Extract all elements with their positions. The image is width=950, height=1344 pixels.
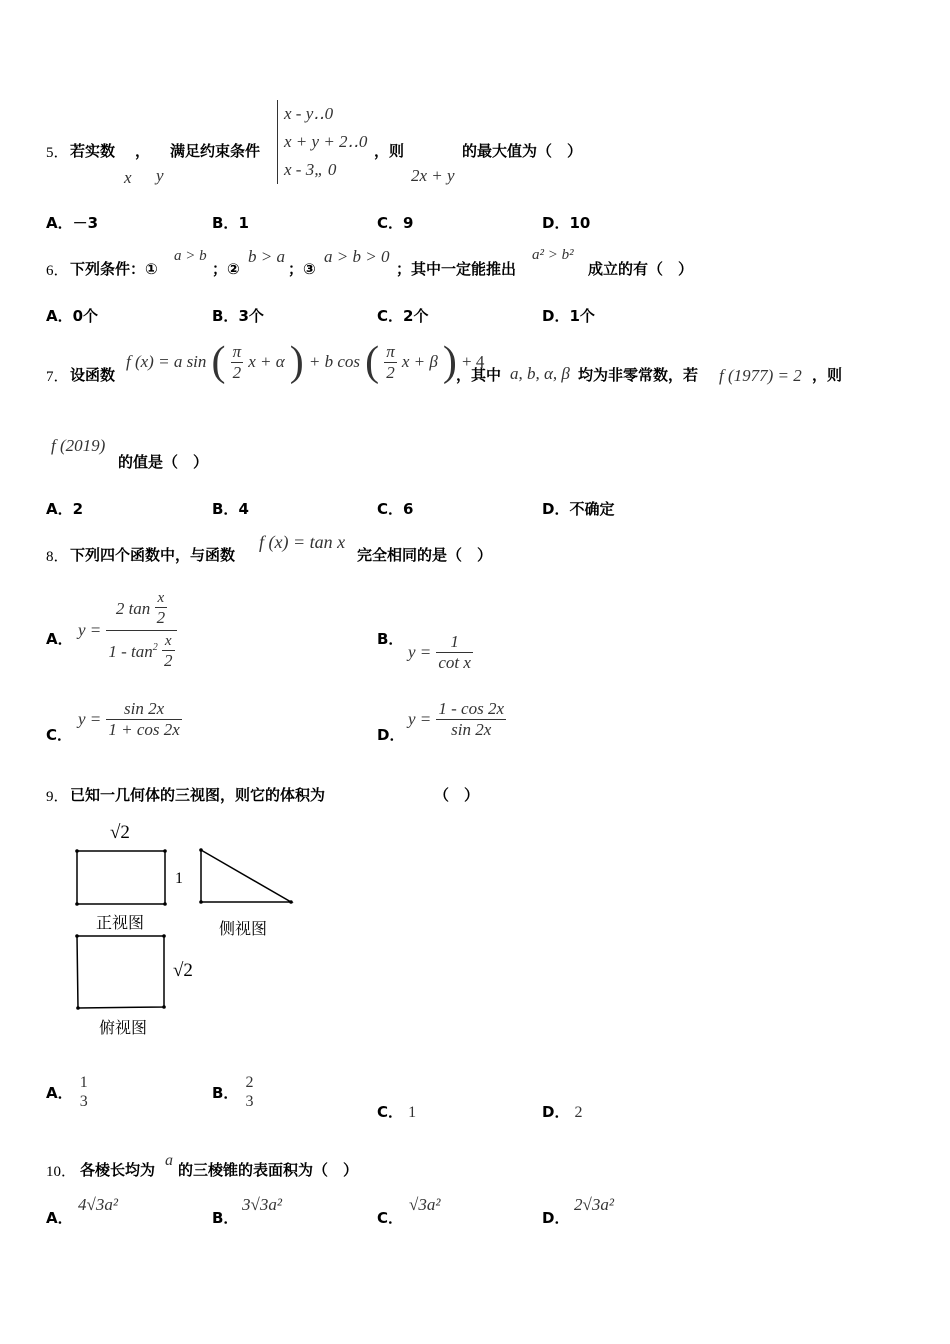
q9-option-b[interactable] — [212, 1074, 256, 1111]
q8-a-frac — [106, 590, 176, 671]
q9-option-a-num: 1 — [79, 1074, 88, 1091]
q7-two-2: 2 — [384, 362, 397, 383]
q7-pi-2: π — [386, 341, 395, 361]
q5-constraint-3: x - 3„ 0 — [284, 160, 337, 179]
q5-option-d[interactable]: D．10 — [542, 214, 591, 232]
q7-given: f (1977) = 2 — [719, 366, 802, 385]
q9-option-a[interactable] — [46, 1074, 90, 1111]
q9-option-c[interactable] — [377, 1101, 416, 1122]
q5-option-a[interactable]: A．－3 — [46, 214, 99, 232]
q8-d-lhs: y = — [408, 709, 432, 729]
q7-paren-close-1: ) — [289, 339, 304, 385]
q9-option-b-label: B． — [212, 1084, 239, 1102]
q5-objective: 2x + y — [411, 166, 455, 185]
q8-option-d-formula[interactable] — [408, 699, 506, 740]
q7-paren-open-2: ( — [365, 339, 380, 385]
q8-option-d-label[interactable]: D． — [377, 726, 405, 744]
q9-text-2: （ ） — [434, 786, 480, 804]
top-view-rect — [77, 936, 164, 1008]
q7-frac-2 — [384, 342, 397, 383]
q10-option-c-value[interactable]: √3a² — [409, 1195, 441, 1214]
q6-text-4: ；其中一定能推出 — [396, 260, 517, 278]
q7-frac-1 — [231, 342, 244, 383]
q9-text-1: 已知一几何体的三视图，则它的体积为 — [70, 786, 326, 804]
q7-text-4: ，则 — [812, 366, 843, 384]
q9-front-view-label: 正视图 — [96, 913, 145, 932]
q9-option-a-label: A． — [46, 1084, 73, 1102]
q8-a-den-two: 2 — [164, 651, 173, 670]
q7-mid: + b cos — [308, 352, 360, 371]
q8-text-1: 下列四个函数中，与函数 — [70, 546, 236, 564]
q6-cond-3: a > b > 0 — [324, 247, 390, 266]
q5-option-b[interactable]: B．1 — [212, 214, 249, 232]
q8-c-frac — [106, 699, 181, 740]
q8-option-b-label[interactable]: B． — [377, 630, 404, 648]
q5-constraint-1: x - y‥0 — [284, 104, 334, 123]
q10-option-d-value[interactable]: 2√3a² — [574, 1195, 614, 1214]
q6-cond-2: b > a — [248, 247, 285, 266]
q6-cond-1: a > b — [174, 248, 207, 264]
q6-option-d[interactable]: D．1个 — [542, 307, 595, 325]
q7-ask: f (2019) — [51, 436, 106, 455]
q7-arg-1: x + α — [248, 352, 285, 371]
q9-option-d[interactable] — [542, 1101, 583, 1122]
side-view-triangle — [201, 850, 291, 902]
q7-paren-open-1: ( — [211, 339, 226, 385]
q10-text-1: 各棱长均为 — [80, 1161, 156, 1179]
q9-option-b-frac — [244, 1074, 256, 1111]
q8-c-den: 1 + cos 2x — [108, 720, 180, 739]
q9-option-a-den: 3 — [79, 1093, 88, 1110]
q8-d-frac — [436, 699, 506, 740]
q5-text-4: 的最大值为（ ） — [462, 142, 583, 160]
q8-number: 8． — [46, 549, 69, 565]
q8-d-den: sin 2x — [436, 719, 506, 740]
q8-a-den-text: 1 - tan — [108, 642, 153, 661]
q10-var-a: a — [165, 1152, 173, 1169]
q10-text-2: 的三棱锥的表面积为（ ） — [178, 1161, 359, 1179]
q8-option-b-formula[interactable] — [408, 632, 473, 673]
q6-option-b[interactable]: B．3个 — [212, 307, 264, 325]
q6-option-c[interactable]: C．2个 — [377, 307, 429, 325]
q10-option-d-label[interactable]: D． — [542, 1209, 570, 1227]
q9-label-sqrt2-top: √2 — [173, 960, 193, 981]
q10-option-b-value[interactable]: 3√3a² — [242, 1195, 282, 1214]
q7-text-5: 的值是（ ） — [118, 453, 209, 471]
q8-b-num: 1 — [450, 632, 459, 651]
q8-d-num: 1 - cos 2x — [438, 699, 504, 718]
q8-a-lhs: y = — [78, 620, 102, 640]
q7-tail: + 4 — [461, 352, 485, 371]
q8-a-den-sq: 2 — [152, 641, 158, 653]
q8-a-num-x: x — [157, 590, 165, 606]
q9-option-d-value: 2 — [574, 1104, 583, 1121]
q9-option-c-label: C． — [377, 1103, 404, 1121]
q9-option-d-label: D． — [542, 1103, 570, 1121]
q6-target: a² > b² — [532, 247, 574, 263]
q5-comma: ， — [135, 142, 151, 160]
q9-option-a-frac — [78, 1074, 90, 1111]
q7-f-lhs: f (x) = a sin — [126, 352, 207, 371]
q7-option-d[interactable]: D．不确定 — [542, 500, 615, 518]
q9-label-sqrt2-front: √2 — [110, 822, 130, 843]
q8-a-num — [106, 590, 176, 630]
q8-b-frac — [436, 632, 473, 673]
q5-constraint-2: x + y + 2‥0 — [284, 132, 368, 151]
q9-option-b-num: 2 — [245, 1074, 254, 1091]
q8-option-a-label[interactable]: A． — [46, 630, 73, 648]
q10-option-c-label[interactable]: C． — [377, 1209, 404, 1227]
q5-text-3: ，则 — [374, 142, 405, 160]
q8-b-den: cot x — [438, 653, 471, 672]
q9-side-view-label: 侧视图 — [219, 919, 268, 938]
q7-option-a[interactable]: A．2 — [46, 500, 84, 518]
q8-text-2: 完全相同的是（ ） — [357, 546, 493, 564]
q9-option-b-den: 3 — [245, 1093, 254, 1110]
q8-fx: f (x) = tan x — [259, 532, 346, 552]
q6-number: 6． — [46, 263, 69, 279]
q10-number: 10． — [46, 1164, 77, 1180]
q7-text-3: 均为非零常数，若 — [578, 366, 699, 384]
q6-text-2: ；② — [212, 260, 240, 278]
front-view-rect — [77, 851, 165, 904]
q7-two-1: 2 — [231, 362, 244, 383]
q8-option-a-formula[interactable] — [78, 590, 177, 671]
q7-paren-close-2: ) — [442, 339, 457, 385]
q7-option-b[interactable]: B．4 — [212, 500, 249, 518]
q8-a-num-text: 2 tan — [115, 599, 151, 618]
q5-number: 5． — [46, 145, 69, 161]
q5-option-c[interactable]: C．9 — [377, 214, 414, 232]
q6-text-3: ；③ — [288, 260, 316, 278]
q10-option-a-label[interactable]: A． — [46, 1209, 73, 1227]
q7-option-c[interactable]: C．6 — [377, 500, 414, 518]
q9-top-view-label: 俯视图 — [99, 1018, 148, 1037]
q8-a-den-frac — [162, 633, 175, 671]
q7-arg-2: x + β — [401, 352, 438, 371]
q5-text-1: 若实数 — [70, 142, 116, 160]
q8-a-den — [106, 630, 176, 671]
q8-c-lhs: y = — [78, 709, 102, 729]
q5-text-2: 满足约束条件 — [170, 142, 261, 160]
q10-option-a-value[interactable]: 4√3a² — [78, 1195, 118, 1214]
q7-function — [126, 338, 484, 388]
q6-text-1: 下列条件：① — [70, 260, 158, 278]
q5-constraints — [277, 100, 367, 184]
q8-c-num: sin 2x — [124, 699, 165, 718]
q7-text-2: ，其中 — [456, 366, 502, 384]
q9-option-c-value: 1 — [408, 1104, 417, 1121]
q10-option-b-label[interactable]: B． — [212, 1209, 239, 1227]
q7-pi-1: π — [232, 341, 242, 361]
q7-text-1: 设函数 — [70, 366, 116, 384]
q8-option-c-label[interactable]: C． — [46, 726, 73, 744]
q8-a-num-frac — [155, 590, 168, 628]
q8-a-num-two: 2 — [156, 608, 166, 627]
q7-params: a, b, α, β — [510, 364, 570, 383]
q7-number: 7． — [46, 369, 69, 385]
q8-a-den-x: x — [164, 633, 172, 649]
q8-b-lhs: y = — [408, 642, 432, 662]
q8-option-c-formula[interactable] — [78, 699, 182, 740]
q9-label-one: 1 — [175, 870, 183, 887]
q9-number: 9． — [46, 789, 69, 805]
q5-var-x: x — [124, 168, 132, 187]
q5-var-y: y — [156, 166, 164, 185]
q6-text-5: 成立的有（ ） — [588, 260, 694, 278]
q6-option-a[interactable]: A．0个 — [46, 307, 99, 325]
